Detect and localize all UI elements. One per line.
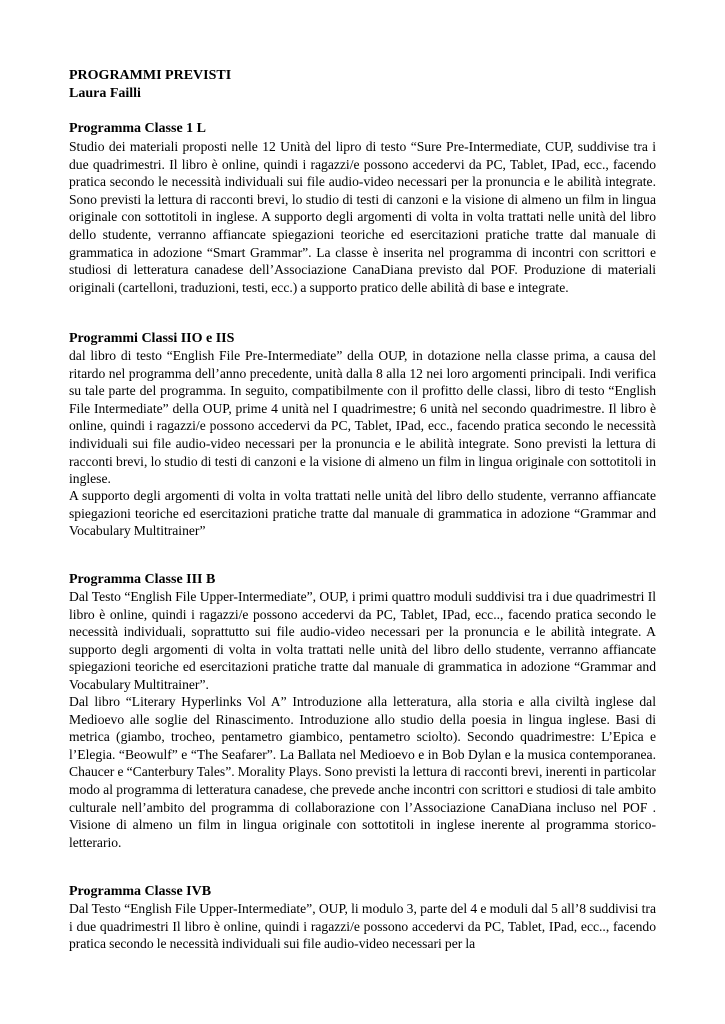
section-heading-classe-1l: Programma Classe 1 L — [69, 121, 206, 136]
section-paragraph: Dal Testo “English File Upper-Intermediate”, OUP, i primi quattro moduli suddivisi tra i due quadrimestri Il libro è online, quindi i ragazzi/e possono accedervi da PC, Tablet, IPad, ecc.., facendo pratica secondo le necessità individuali, soprattutto sui file audio-video necessari per la pronuncia e le abilità integrate. A supporto degli argomenti di volta in volta trattati nelle unità del libro dello studente, verranno affiancate spiegazioni teoriche ed esercitazioni pratiche tratte dal manuale di grammatica in adozione “Grammar and Vocabulary Multitrainer”. — [69, 589, 656, 692]
section-paragraph: A supporto degli argomenti di volta in volta trattati nelle unità del libro dello studente, verranno affiancate spiegazioni teoriche ed esercitazioni pratiche tratte dal manuale di grammatica in adozione “Grammar and Vocabulary Multitrainer” — [69, 488, 656, 539]
section-heading-classi-iio-iis: Programmi Classi IIO e IIS — [69, 331, 235, 346]
document-author: Laura Failli — [69, 86, 141, 101]
section-heading-classe-iiib: Programma Classe III B — [69, 572, 216, 587]
section-paragraph: Dal Testo “English File Upper-Intermediate”, OUP, li modulo 3, parte del 4 e moduli dal 5 all’8 suddivisi tra i due quadrimestri Il libro è online, quindi i ragazzi/e possono accedervi da PC, Tablet, IPad, ecc.., facendo pratica secondo le necessità individuali sui file audio-video necessari per la — [69, 901, 656, 952]
document-title: PROGRAMMI PREVISTI — [69, 68, 232, 83]
section-heading-classe-ivb: Programma Classe IVB — [69, 884, 212, 899]
section-paragraph: dal libro di testo “English File Pre-Intermediate” della OUP, in dotazione nella classe prima, a causa del ritardo nel programma dell’anno precedente, unità dalla 8 alla 12 nei loro argomenti principali. Indi verifica su tale parte del programma. In seguito, compatibilmente con il profitto delle classi, libro di testo “English File Intermediate” della OUP, prime 4 unità nel I quadrimestre; 6 unità nel secondo quadrimestre. Il libro è online, quindi i ragazzi/e possono accedervi da PC, Tablet, IPad, ecc., facendo pratica secondo le necessità individuali sui file audio-video necessari per la pronuncia e le abilità integrate. Sono previsti la lettura di racconti brevi, lo studio di testi di canzoni e la visione di almeno un film in lingua originale con sottotitoli in inglese. — [69, 348, 656, 487]
section-paragraph: Dal libro “Literary Hyperlinks Vol A” Introduzione alla letteratura, alla storia e alla civiltà inglese dal Medioevo alle soglie del Rinascimento. Introduzione allo studio della poesia in lingua inglese. Basi di metrica (giambo, trocheo, pentametro giambico, pentametro sciolto). Secondo quadrimestre: L’Epica e l’Elegia. “Beowulf” e “The Seafarer”. La Ballata nel Medioevo e in Bob Dylan e la musica contemporanea. Chaucer e “Canterbury Tales”. Morality Plays. Sono previsti la lettura di racconti brevi, inerenti in particolar modo al programma di letteratura canadese, che prevede anche incontri con scrittori e studiosi di tale ambito culturale nell’ambito del programma di collaborazione con l’Associazione CanaDiana incluso nel POF . Visione di almeno un film in lingua originale con sottotitoli in inglese inerente al programma storico-letterario. — [69, 694, 656, 850]
section-paragraph: Studio dei materiali proposti nelle 12 Unità del lipro di testo “Sure Pre-Intermediate, CUP, suddivise tra i due quadrimestri. Il libro è online, quindi i ragazzi/e possono accedervi da PC, Tablet, IPad, ecc., facendo pratica secondo le necessità individuali sui file audio-video necessari per la pronuncia e le abilità integrate. Sono previsti la lettura di racconti brevi, lo studio di testi di canzoni e la visione di almeno un film in lingua originale con sottotitoli in inglese. A supporto degli argomenti di volta in volta trattati nelle unità del libro dello studente, verranno affiancate spiegazioni teoriche ed esercitazioni pratiche tratte dal manuale di grammatica in adozione “Smart Grammar”. La classe è inserita nel programma di incontri con scrittori e studiosi di letteratura canadese dell’Associazione CanaDiana previsto dal POF. Produzione di materiali originali (cartelloni, traduzioni, testi, ecc.) a supporto pratico delle abilità di base e integrate. — [69, 139, 656, 295]
